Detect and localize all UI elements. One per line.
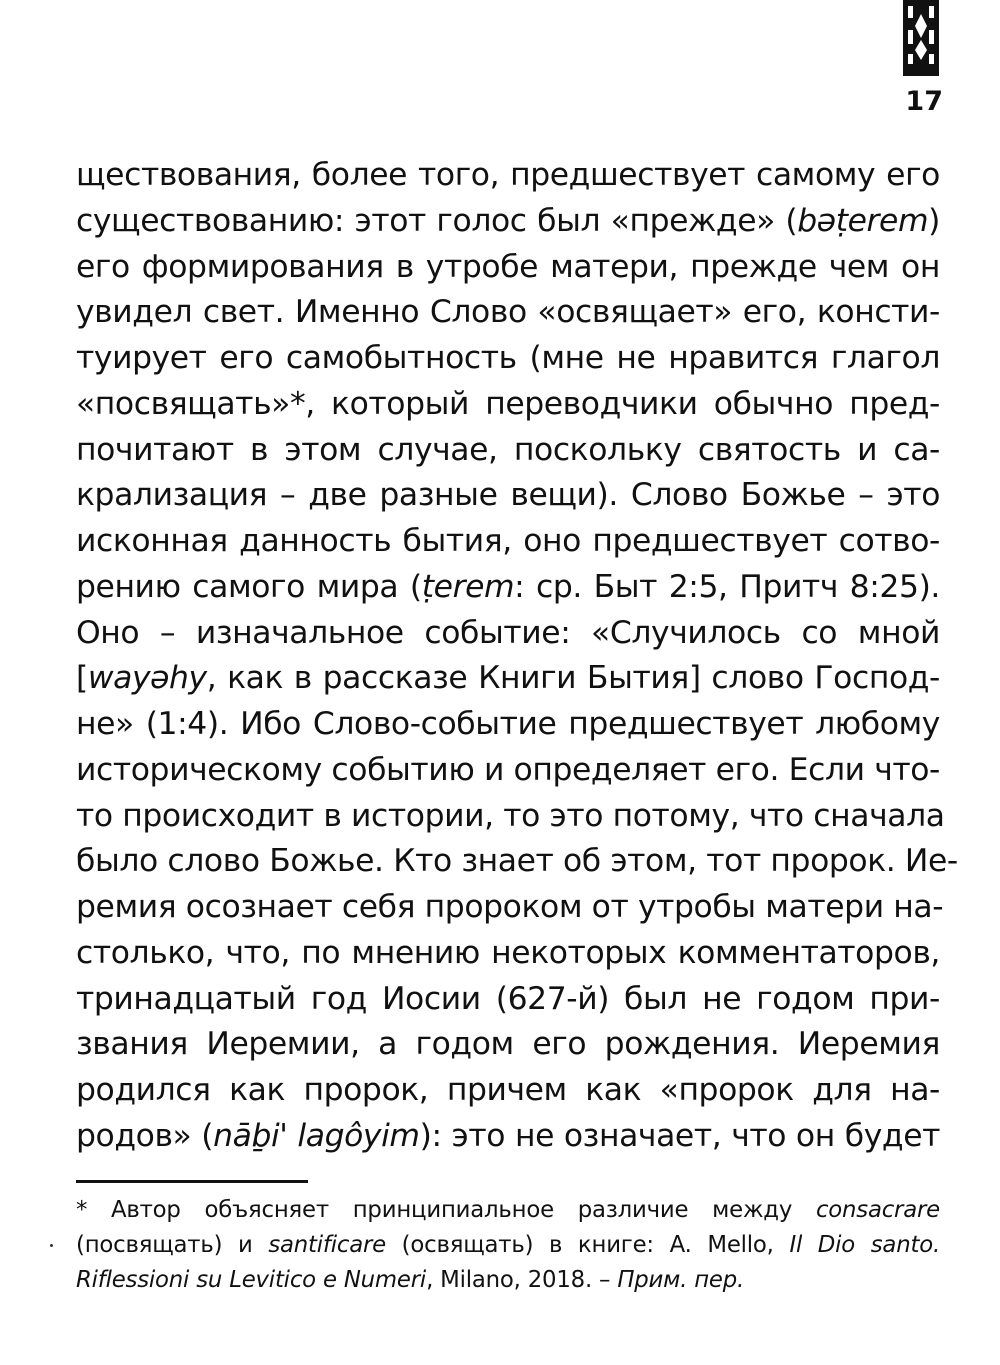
text-line: почитают в этом случае, поскольку святость и са- [76,431,940,468]
text-line: столько, что, по мнению некоторых комментаторов, [76,934,940,971]
text-line: не» (1:4). Ибо Слово-событие предшествует любому [76,706,940,742]
text-line: родился как пророк, причем как «пророк для на- [76,1072,940,1108]
text-line: звания Иеремии, а годом его рождения. Иеремия [76,1026,940,1063]
text-line: родов» (nāḇi' lagôyim): это не означает, что он будет [76,1117,941,1154]
footnote [76,1193,940,1298]
text-line: то происходит в истории, то это потому, что сначала [76,797,945,834]
footnote-line: (посвящать) и santificare (освящать) в книге: A. Mello, Il Dio santo. [76,1232,940,1258]
text-line: ществования, более того, предшествует самому его [76,157,940,193]
text-line: увидел свет. Именно Слово «освящает» его, консти- [76,294,940,331]
text-line: Оно – изначальное событие: «Случилось со мной [76,614,940,651]
page-number: 17 [905,86,943,117]
text-line: существованию: этот голос был «прежде» (bəṭerem) [76,202,940,239]
page-ornament-icon [903,0,939,76]
text-line: [wayəhy, как в рассказе Книги Бытия] слово Господ- [76,660,940,697]
text-line: тринадцатый год Иосии (627-й) был не годом при- [76,980,940,1017]
text-line: рению самого мира (ṭerem: ср. Быт 2:5, Притч 8:25). [76,568,940,605]
footnote-line: * Автор объясняет принципиальное различие между consacrare [76,1197,940,1223]
text-line: туирует его самобытность (мне не нравится глагол [76,340,940,376]
text-line: историческому событию и определяет его. Если что- [76,751,940,788]
footnote-line: Riflessioni su Levitico e Numeri, Milano, 2018. – Прим. пер. [76,1267,745,1293]
text-line: было слово Божье. Кто знает об этом, тот пророк. Ие- [76,843,958,880]
text-line: его формирования в утробе матери, прежде чем он [76,248,940,285]
body-text [76,153,958,1160]
text-line: ремия осознает себя пророком от утробы матери на- [76,889,944,925]
text-line: крализация – две разные вещи). Слово Божье – это [76,477,940,514]
text-line: «посвящать»*, который переводчики обычно пред- [76,385,940,422]
text-line: исконная данность бытия, оно предшествует сотво- [76,523,940,559]
footnote-rule [76,1180,308,1183]
page-speck [50,1244,53,1247]
